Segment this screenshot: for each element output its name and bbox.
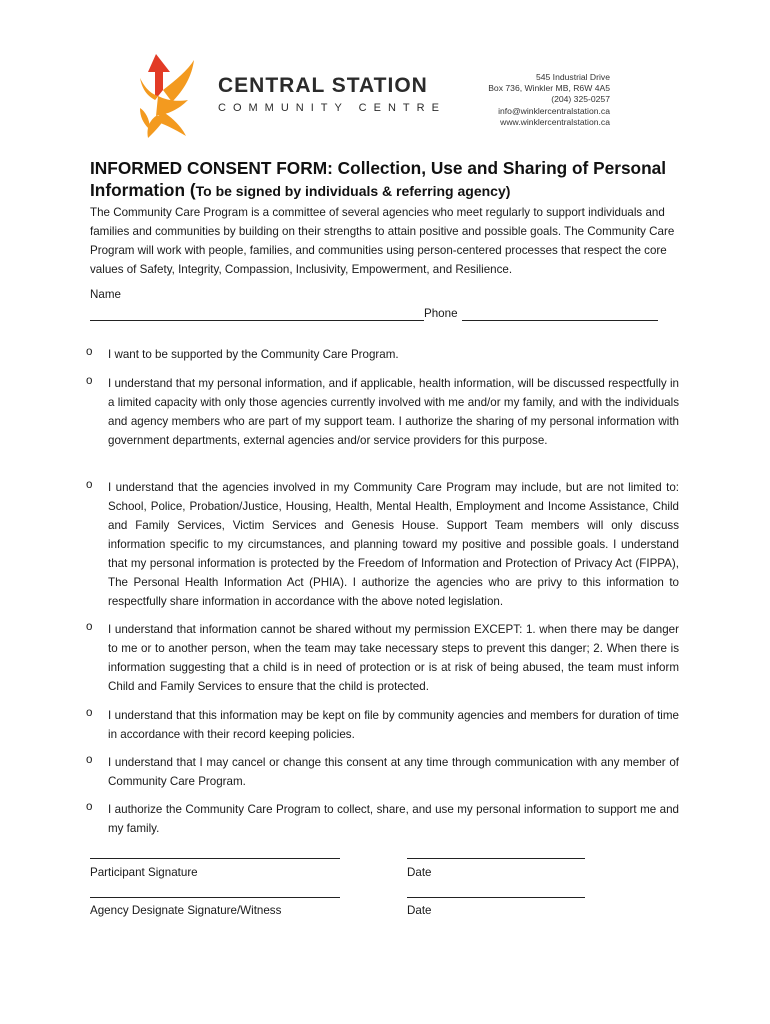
- consent-item-text: I understand that this information may be kept on file by community agencies and members for duration of time in accordance with their record keeping policies.: [108, 709, 679, 741]
- phone-label: Phone: [424, 307, 458, 320]
- form-title-sub: To be signed by individuals & referring agency): [195, 183, 511, 199]
- brand-name: CENTRAL STATION: [218, 74, 428, 97]
- central-station-logo: [136, 50, 446, 140]
- name-label: Name: [90, 288, 121, 301]
- checkbox-bullet[interactable]: o: [86, 800, 93, 813]
- consent-item-text: I understand that the agencies involved in my Community Care Program may include, but are not limited to: School, Police, Probation/Justice, Housing, Health, Mental Health, Employment and Income Assistance, Child and Family Services, Victim Services and Genesis House. Support Team members will only discuss information specific to my circumstances, and planning toward my positive and possible goals. I understand that my personal information is protected by the Freedom of Information and Protection of Privacy Act (FIPPA), The Personal Health Information Act (PHIA). I authorize the agencies who are privy to this information to respectfully share information in accordance with the above noted legislation.: [108, 481, 679, 608]
- checkbox-bullet[interactable]: o: [86, 478, 93, 491]
- checkbox-bullet[interactable]: o: [86, 620, 93, 633]
- address-phone: (204) 325-0257: [551, 94, 610, 105]
- participant-signature-field[interactable]: [90, 858, 340, 859]
- consent-item-text: I authorize the Community Care Program to collect, share, and use my personal information to support me and my family.: [108, 803, 679, 835]
- form-title-main: INFORMED CONSENT FORM: Collection, Use and Sharing of Personal Information (: [90, 158, 667, 200]
- agency-signature-label: Agency Designate Signature/Witness: [90, 904, 282, 917]
- agency-signature-field[interactable]: [90, 897, 340, 898]
- flame-arrow-icon: [136, 50, 216, 140]
- brand-subtitle: COMMUNITY CENTRE: [218, 102, 446, 114]
- consent-item-text: I understand that my personal information, and if applicable, health information, will be discussed respectfully in a limited capacity with only those agencies currently involved with me and/or my family, and with the individuals and agency members who are part of my support team. I authorize the sharing of my personal information with government departments, external agencies and/or service providers for this purpose.: [108, 377, 679, 447]
- form-title: [90, 157, 690, 202]
- phone-field[interactable]: [462, 320, 658, 321]
- date-label-1: Date: [407, 866, 432, 879]
- consent-item-text: I understand that information cannot be shared without my permission EXCEPT: 1. when there may be danger to me or to another person, when the team may take necessary steps to prevent this danger; 2. When there is information suggesting that a child is in need of protection or is at risk of being abused, the team must inform Child and Family Services to ensure that the child is protected.: [108, 623, 679, 693]
- name-field[interactable]: [90, 320, 424, 321]
- address-email[interactable]: info@winklercentralstation.ca: [498, 105, 610, 116]
- date-label-2: Date: [407, 904, 432, 917]
- consent-item-text: I want to be supported by the Community Care Program.: [108, 348, 399, 361]
- checkbox-bullet[interactable]: o: [86, 753, 93, 766]
- address-street: 545 Industrial Drive: [535, 72, 610, 82]
- consent-item-text: I understand that I may cancel or change this consent at any time through communication with any member of Community Care Program.: [108, 756, 679, 788]
- address-city: Box 736, Winkler MB, R6W 4A5: [488, 83, 610, 94]
- address-website[interactable]: www.winklercentralstation.ca: [500, 116, 610, 127]
- checkbox-bullet[interactable]: o: [86, 345, 93, 358]
- address-block: [488, 72, 610, 128]
- checkbox-bullet[interactable]: o: [86, 706, 93, 719]
- checkbox-bullet[interactable]: o: [86, 374, 93, 387]
- date-field-1[interactable]: [407, 858, 585, 859]
- participant-signature-label: Participant Signature: [90, 866, 198, 879]
- date-field-2[interactable]: [407, 897, 585, 898]
- intro-paragraph: The Community Care Program is a committee of several agencies who meet regularly to support individuals and families and communities by building on their strengths to attain positive and possible goals. The Community Care Program will work with people, families, and communities using person-centered processes that respect the core values of Safety, Integrity, Compassion, Inclusivity, Empowerment, and Resilience.: [90, 206, 675, 276]
